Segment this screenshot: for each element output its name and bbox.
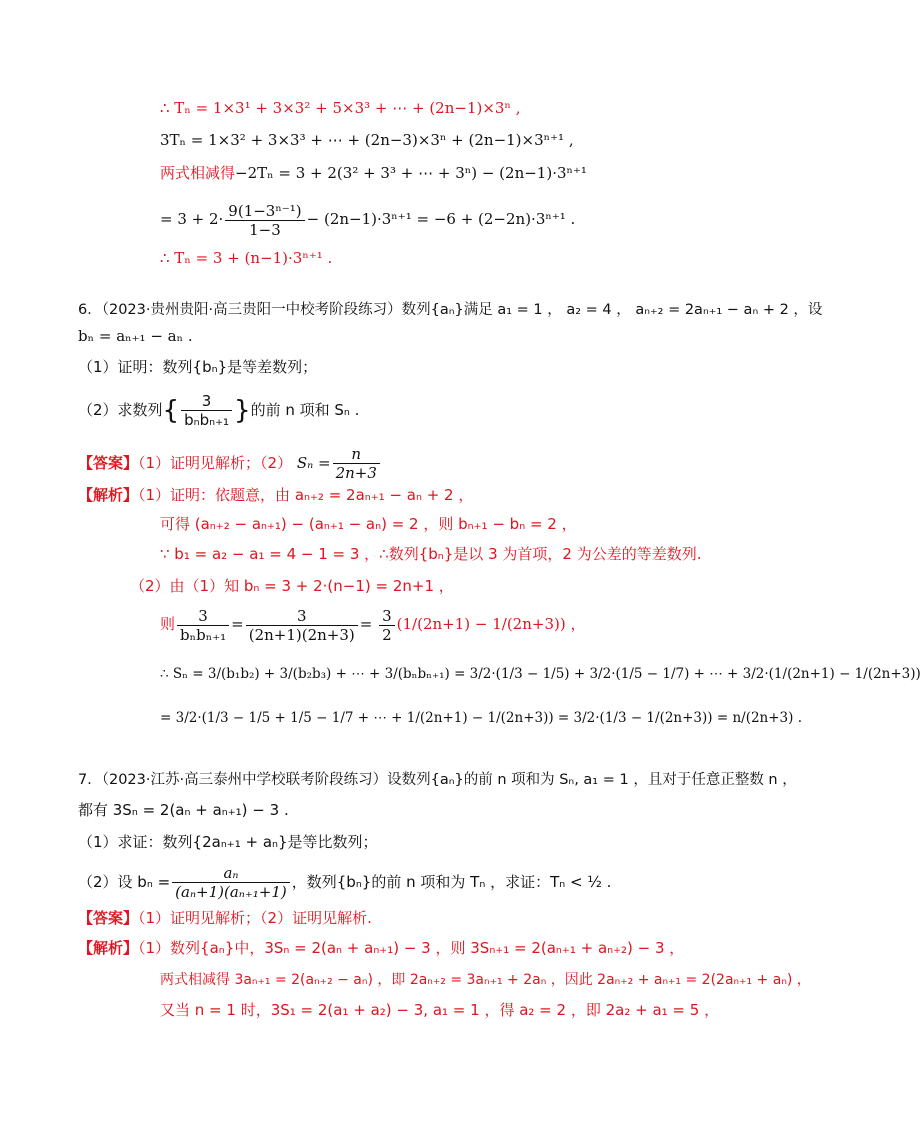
q6-answer-fraction [333,445,380,482]
q6-analysis-5-frac3-num: 3 [379,607,395,626]
q6-analysis-5-frac1-num: 3 [177,607,229,626]
q6-header: 6．（2023·贵州贵阳·高三贵阳一中校考阶段练习）数列{aₙ}满足 a₁ = 1 ， a₂ = 4 ， aₙ₊₂ = 2aₙ₊₁ − aₙ + 2 ，设 [78,302,823,318]
q6-analysis-5-frac3 [379,607,395,644]
sol5-line-4 [160,199,575,239]
q6-header-2: bₙ = aₙ₊₁ − aₙ . [78,327,193,345]
q6-part-2 [78,390,359,431]
q6-answer [78,443,382,483]
q6-analysis-1 [78,485,473,505]
q7-answer [78,908,372,928]
q7-answer-label: 【答案】 [78,909,139,927]
q7-part-1: （1）求证：数列{2aₙ₊₁ + aₙ}是等比数列； [78,833,378,851]
q6-brace-left: { [162,395,180,426]
sol5-line-3 [160,163,587,183]
q6-analysis-3: ∵ b₁ = a₂ − a₁ = 4 − 1 = 3 ，∴数列{bₙ}是以 3 为首项，2 为公差的等差数列. [160,545,702,563]
q6-analysis-5-frac1 [177,607,229,644]
sol5-line-4-post: − (2n−1)·3ⁿ⁺¹ = −6 + (2−2n)·3ⁿ⁺¹ . [306,210,576,228]
q7-answer-text: （1）证明见解析；（2）证明见解析. [138,909,372,927]
q6-analysis-5-frac2-den: (2n+1)(2n+3) [248,625,355,644]
q6-answer-text: （1）证明见解析；（2） [138,454,293,472]
sol5-line-1: ∴ Tₙ = 1×3¹ + 3×3² + 5×3³ + ⋯ + (2n−1)×3ⁿ , [160,99,521,117]
q7-part-2-fraction [172,864,290,901]
q6-part-2-num: 3 [181,392,232,411]
q6-analysis-5-frac3-den: 2 [382,625,392,644]
q6-analysis-7: = 3/2·(1/3 − 1/5 + 1/5 − 1/7 + ⋯ + 1/(2n+1) − 1/(2n+3)) = 3/2·(1/3 − 1/(2n+3)) = n/(2n+3) . [160,710,802,726]
q7-part-2-pre: （2）设 bₙ = [78,873,171,891]
sol5-line-4-pre: = 3 + 2· [160,210,224,228]
q6-analysis-label: 【解析】 [78,486,139,504]
q6-analysis-6: ∴ Sₙ = 3/(b₁b₂) + 3/(b₂b₃) + ⋯ + 3/(bₙbₙ₊₁) = 3/2·(1/3 − 1/5) + 3/2·(1/5 − 1/7) + ⋯ + 3/2·(1/(2n+1) − 1/(2n+3)) [160,666,921,682]
sol5-fraction [225,202,304,239]
q7-analysis-3: 又当 n = 1 时，3S₁ = 2(a₁ + a₂) − 3, a₁ = 1 ，得 a₂ = 2 ，即 2a₂ + a₁ = 5 ， [160,1001,720,1019]
q6-answer-den: 2n+3 [335,464,377,482]
q7-header: 7．（2023·江苏·高三泰州中学校联考阶段练习）设数列{aₙ}的前 n 项和为 Sₙ, a₁ = 1 ，且对于任意正整数 n ， [78,772,797,788]
q7-part-2 [78,862,611,902]
sol5-line-3-label: 两式相减得 [160,164,236,182]
q7-part-2-post: ，数列{bₙ}的前 n 项和为 Tₙ ，求证：Tₙ < ½ . [291,873,612,891]
sol5-line-3-math: −2Tₙ = 3 + 2(3² + 3³ + ⋯ + 3ⁿ) − (2n−1)·3ⁿ⁺¹ [235,164,587,182]
q7-analysis-1 [78,938,684,958]
q6-analysis-1-text: （1）证明：依题意，由 aₙ₊₂ = 2aₙ₊₁ − aₙ + 2 ， [138,486,474,504]
q6-analysis-5-frac2 [246,607,358,644]
q6-answer-label: 【答案】 [78,454,139,472]
q7-header-2: 都有 3Sₙ = 2(aₙ + aₙ₊₁) − 3 . [78,801,289,819]
q6-analysis-5: 则 $\frac{3}{\text{bₙbₙ₊₁}}$ = $\frac{3}{(2n+1)(2n+3)}$ = $\frac{3}{2}$ (1/(2n+1) − 1/(2n+3)) ， [160,606,586,644]
q6-analysis-2: 可得 (aₙ₊₂ − aₙ₊₁) − (aₙ₊₁ − aₙ) = 2 ，则 bₙ₊₁ − bₙ = 2 ， [160,515,577,533]
sol5-fraction-num: 9(1−3ⁿ⁻¹) [225,202,304,221]
q7-analysis-1-text: （1）数列{aₙ}中，3Sₙ = 2(aₙ + aₙ₊₁) − 3 ，则 3Sₙ₊₁ = 2(aₙ₊₁ + aₙ₊₂) − 3 ， [138,939,685,957]
q6-analysis-5-pre: 则 [160,615,176,633]
q6-part-2-pre: （2）求数列 [78,401,163,419]
q7-part-2-num: aₙ [172,864,290,883]
sol5-line-2: 3Tₙ = 1×3² + 3×3³ + ⋯ + (2n−3)×3ⁿ + (2n−1)×3ⁿ⁺¹ , [160,131,574,149]
q6-analysis-5-frac1-den: bₙbₙ₊₁ [180,625,227,644]
sol5-fraction-den: 1−3 [249,220,281,239]
q6-part-2-den: bₙbₙ₊₁ [184,411,230,429]
q6-analysis-4: （2）由（1）知 bₙ = 3 + 2·(n−1) = 2n+1 ， [130,577,454,595]
q6-part-1: （1）证明：数列{bₙ}是等差数列； [78,358,318,376]
sol5-line-5: ∴ Tₙ = 3 + (n−1)·3ⁿ⁺¹ . [160,249,333,267]
q6-analysis-5-eq: = [231,615,244,633]
q7-analysis-label: 【解析】 [78,939,139,957]
q6-answer-num: n [333,445,380,464]
q7-part-2-den: (aₙ+1)(aₙ₊₁+1) [175,883,287,901]
q7-analysis-2: 两式相减得 3aₙ₊₁ = 2(aₙ₊₂ − aₙ) ，即 2aₙ₊₂ = 3aₙ₊₁ + 2aₙ ，因此 2aₙ₊₂ + aₙ₊₁ = 2(2aₙ₊₁ + aₙ) ， [160,972,811,988]
q6-brace-right: } [234,395,251,426]
q6-analysis-5-frac2-num: 3 [246,607,358,626]
q6-part-2-fraction [181,392,232,429]
q6-part-2-post: 的前 n 项和 Sₙ . [250,401,360,419]
q6-answer-math: Sₙ = [296,454,331,472]
q6-analysis-5-tail: (1/(2n+1) − 1/(2n+3)) ， [396,615,586,633]
